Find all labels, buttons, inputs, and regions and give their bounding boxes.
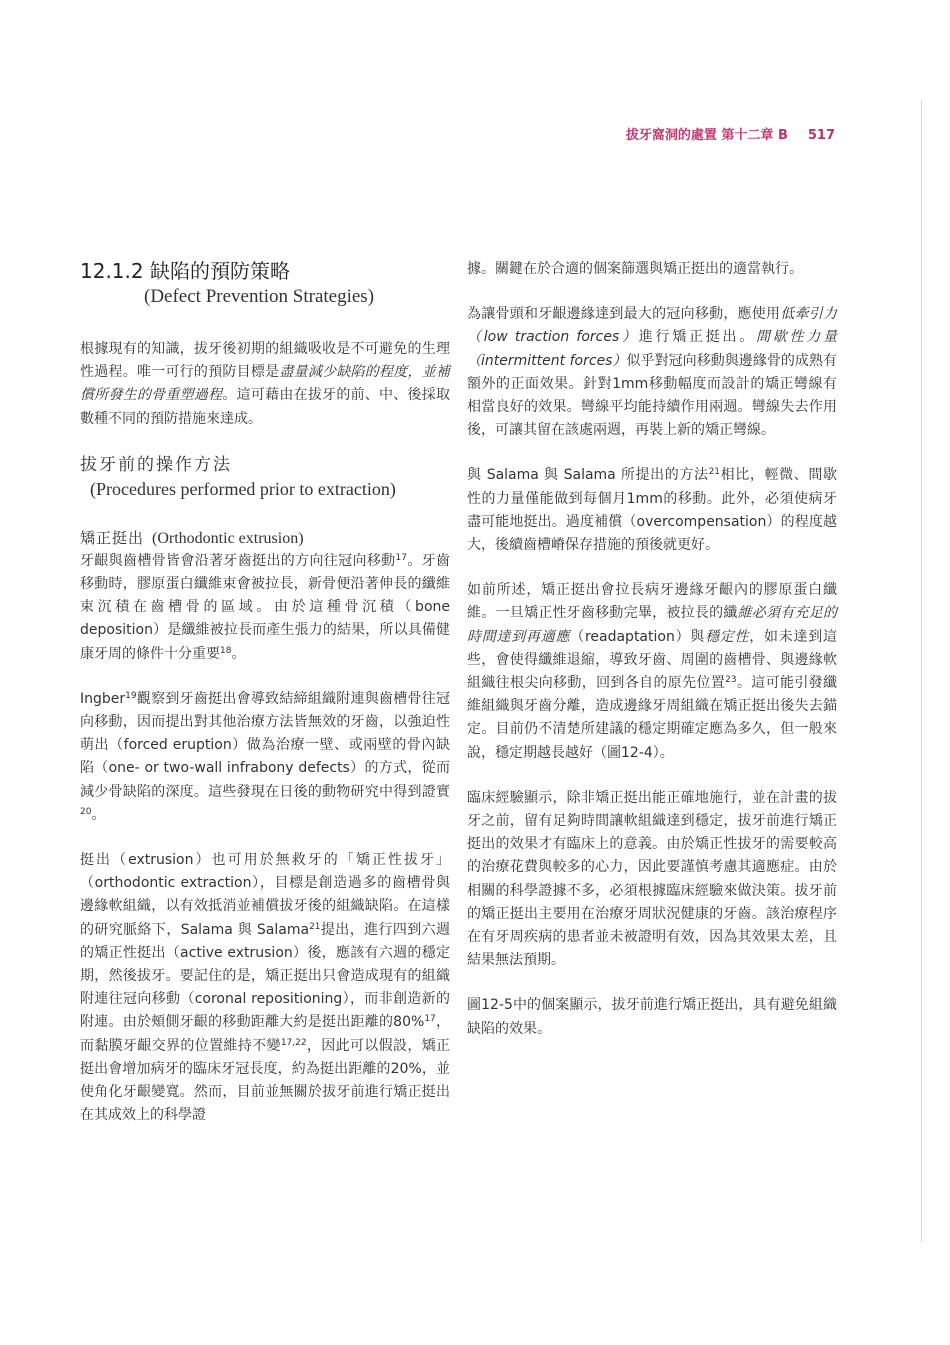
left-column bbox=[80, 258, 450, 1149]
header-title: 拔牙窩洞的處置 第十二章 B bbox=[625, 128, 788, 143]
paragraph: Ingber$^{19}$觀察到牙齒挺出會導致結締組織附連與齒槽骨往冠向移動，因而提出對其他治療方法皆無效的牙齒，以強迫性萌出（forced eruption）做為治療一壁、或兩壁的骨內缺陷（one- or two-wall infrabony defects）的方式，從而減少骨缺陷的深度。這些發現在日後的動物研究中得到證實$^{20}$。 bbox=[80, 690, 450, 823]
reference-superscript: 23 bbox=[725, 675, 737, 686]
sub-subsection-title-en: (Orthodontic extrusion) bbox=[152, 529, 304, 547]
paragraph: 與 Salama 與 Salama 所提出的方法$^{21}$相比，輕微、間歇性的力量僅能做到每個月1mm的移動。此外，必須使病牙盡可能地挺出。過度補償（overcompensation）的程度越大，後續齒槽嵴保存措施的預後就更好。 bbox=[467, 467, 838, 554]
paragraph: 臨床經驗顯示，除非矯正挺出能正確地施行，並在計畫的拔牙之前，留有足夠時間讓軟組織達到穩定，拔牙前進行矯正挺出的效果才有臨床上的意義。由於矯正性拔牙的需要較高的治療花費與較多的心力，因此要謹慎考慮其適應症。由於相關的科學證據不多，必須根據臨床經驗來做決策。拔牙前的矯正挺出主要用在治療牙周狀況健康的牙齒。該治療程序在有牙周疾病的患者並未被證明有效，因為其效果太差，且結果無法預期。 bbox=[467, 789, 837, 969]
right-column bbox=[467, 258, 837, 1063]
reference-superscript: 21 bbox=[708, 467, 721, 478]
reference-superscript: 20 bbox=[80, 806, 92, 817]
page-edge-line bbox=[921, 100, 922, 1242]
paragraph: 如前所述，矯正挺出會拉長病牙邊緣牙齦內的膠原蛋白纖維。一旦矯正性牙齒移動完畢，被拉長的纖維必須有充足的時間達到再適應（readaptation）與穩定性，如未達到這些，會使得纖維退縮，導致牙齒、周圍的齒槽骨、與邊緣軟組織往根尖向移動，回到各自的原先位置$^{23}$。這可能引發纖維組織與牙齒分離，造成邊緣牙周組織在矯正挺出後失去錨定。目前仍不清楚所建議的穩定期確定應為多久，但一般來說，穩定期越長越好（圖12-4）。 bbox=[467, 582, 838, 761]
paragraph: 據。關鍵在於合適的個案篩選與矯正挺出的適當執行。 bbox=[467, 261, 803, 277]
paragraph: 挺出（extrusion）也可用於無救牙的「矯正性拔牙」（orthodontic extraction），目標是創造過多的齒槽骨與邊緣軟組織，以有效抵消並補償拔牙後的組織缺陷。在這樣的研究脈絡下，Salama 與 Salama$^{21}$提出，進行四到六週的矯正性挺出（active extrusion）後，應該有六週的穩定期，然後拔牙。要記住的是，矯正挺出只會造成現有的組織附連往冠向移動（coronal repositioning），而非創造新的附連。由於頰側牙齦的移動距離大約是挺出距離的80%$^{17}$，而黏膜牙齦交界的位置維持不變$^{17,22}$，因此可以假設，矯正挺出會增加病牙的臨床牙冠長度，約為挺出距離的20%，並使角化牙齦變寬。然而，目前並無關於拔牙前進行矯正挺出在其成效上的科學證 bbox=[80, 852, 451, 1124]
sub-subsection-title-zh: 矯正挺出 bbox=[80, 528, 145, 547]
paragraph: 圖12-5中的個案顯示，拔牙前進行矯正挺出，具有避免組織缺陷的效果。 bbox=[467, 997, 837, 1037]
running-header bbox=[626, 124, 835, 143]
section-title-en: (Defect Prevention Strategies) bbox=[144, 286, 375, 307]
section-number: 12.1.2 bbox=[80, 259, 144, 283]
subsection-title-zh: 拔牙前的操作方法 bbox=[80, 454, 232, 475]
reference-superscript: 18 bbox=[220, 645, 232, 656]
section-title-zh: 缺陷的預防策略 bbox=[149, 259, 290, 283]
reference-superscript: 19 bbox=[125, 690, 137, 701]
paragraph: 牙齦與齒槽骨皆會沿著牙齒挺出的方向往冠向移動$^{17}$。牙齒移動時，膠原蛋白纖維束會被拉長，新骨便沿著伸長的纖維束沉積在齒槽骨的區域。由於這種骨沉積（bone deposition）是纖維被拉長而產生張力的結果，所以具備健康牙周的條件十分重要$^{18}$。 bbox=[80, 552, 451, 662]
page-number: 517 bbox=[807, 128, 835, 143]
reference-superscript: 21 bbox=[309, 921, 321, 932]
paragraph: 根據現有的知識，拔牙後初期的組織吸收是不可避免的生理性過程。唯一可行的預防目標是盡量減少缺陷的程度，並補償所發生的骨重塑過程。這可藉由在拔牙的前、中、後採取數種不同的預防措施來達成。 bbox=[80, 341, 451, 427]
paragraph: 為讓骨頭和牙齦邊緣達到最大的冠向移動，應使用低牽引力（low traction forces）進行矯正挺出。間歇性力量（intermittent forces）似乎對冠向移動與邊緣骨的成熟有額外的正面效果。針對1mm移動幅度而設計的矯正彎線有相當良好的效果。彎線平均能持續作用兩週。彎線失去作用後，可讓其留在該處兩週，再裝上新的矯正彎線。 bbox=[467, 306, 838, 439]
section-heading bbox=[80, 258, 450, 284]
subsection-title-en: (Procedures performed prior to extraction) bbox=[90, 478, 396, 499]
reference-superscript: 17 bbox=[424, 1014, 436, 1025]
reference-superscript: 17,22 bbox=[280, 1037, 307, 1048]
reference-superscript: 17 bbox=[395, 552, 407, 563]
sub-subsection-heading bbox=[80, 527, 450, 550]
